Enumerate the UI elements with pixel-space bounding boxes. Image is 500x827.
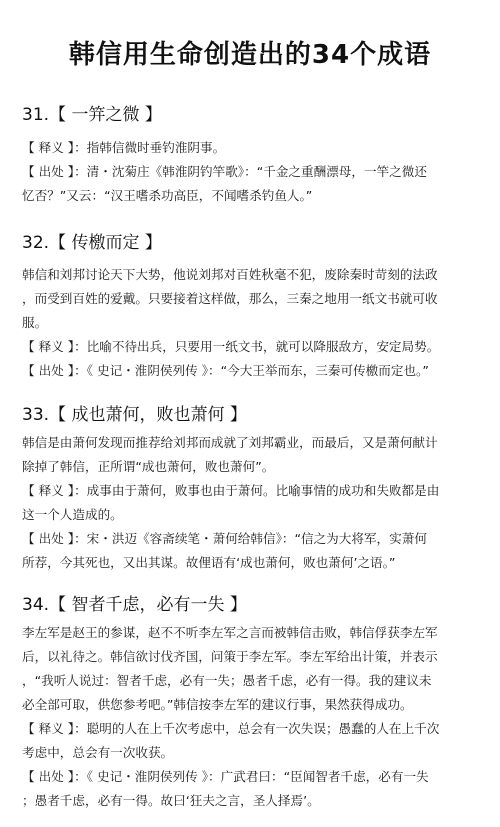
- section-33-line-4: 这一个人造成的。: [22, 507, 123, 522]
- section-32-line-2: ，而受到百姓的爱戴。只要接着这样做，那么，三秦之地用一纸文书就可收: [22, 291, 438, 306]
- section-heading-31: 31.【 一笄之微 】: [22, 105, 162, 125]
- section-31-line-2: 【 出处 】：清・沈菊庄《韩淮阴钓竿歌》：“千金之重酬漂母，一竿之微还: [22, 164, 427, 179]
- section-33-line-3: 【 释义 】：成事由于萧何，败事也由于萧何。比喻事情的成功和失败都是由: [22, 483, 440, 498]
- section-34-line-6: 考虑中，总会有一次收获。: [22, 745, 174, 760]
- section-33-line-5: 【 出处 】：宋・洪迈《容斋续笔・萧何给韩信》：“信之为大将军，实萧何: [22, 531, 427, 546]
- section-31-line-1: 【 释义 】：指韩信微时垂钓淮阴事。: [22, 140, 226, 155]
- section-34-line-2: 后，以礼待之。韩信欲讨伐齐国，问策于李左军。李左军给出计策，并表示: [22, 649, 438, 664]
- section-34-line-3: ，“我听人说过：智者千虑，必有一失；愚者千虑，必有一得。我的建议未: [22, 673, 432, 688]
- article-title: 韩信用生命创造出的34个成语: [68, 40, 432, 70]
- section-33-line-2: 除掉了韩信，正所谓“成也萧何，败也萧何”。: [22, 459, 275, 474]
- section-heading-34: 34.【 智者千虑，必有一失 】: [22, 595, 247, 615]
- section-33-line-1: 韩信是由萧何发现而推荐给刘邦而成就了刘邦霸业，而最后，又是萧何献计: [22, 435, 438, 450]
- section-34-line-5: 【 释义 】：聪明的人在上千次考虑中，总会有一次失误；愚蠢的人在上千次: [22, 721, 440, 736]
- section-32-line-5: 【 出处 】：《 史记・淮阴侯列传 》：“今大王举而东，三秦可传檄而定也。”: [22, 363, 429, 378]
- section-heading-33: 33.【 成也萧何，败也萧何 】: [22, 405, 247, 425]
- section-31-line-3: 忆否？”又云：“汉王嗜杀功高臣，不闻嗜杀钓鱼人。”: [22, 188, 313, 203]
- section-34-line-1: 李左军是赵王的参谋，赵不不听李左军之言而被韩信击败，韩信俘获李左军: [22, 625, 438, 640]
- section-32-line-1: 韩信和刘邦讨论天下大势，他说刘邦对百姓秋毫不犯，废除秦时苛刻的法政: [22, 267, 438, 282]
- section-32-line-3: 服。: [22, 315, 48, 330]
- section-32-line-4: 【 释义 】：比喻不待出兵，只要用一纸文书，就可以降服敌方，安定局势。: [22, 339, 440, 354]
- section-34-line-7: 【 出处 】：《 史记・淮阴侯列传 》：广武君曰：“臣闻智者千虑，必有一失: [22, 769, 429, 784]
- section-33-line-6: 所荐，今其死也，又出其谋。故俚语有‘成也萧何，败也萧何’之语。”: [22, 555, 396, 570]
- section-heading-32: 32.【 传檄而定 】: [22, 233, 162, 253]
- section-34-line-4: 必全部可取，供您参考吧。”韩信按李左军的建议行事，果然获得成功。: [22, 697, 413, 712]
- section-34-line-8: ；愚者千虑，必有一得。故曰‘狂夫之言，圣人择焉’。: [22, 793, 320, 808]
